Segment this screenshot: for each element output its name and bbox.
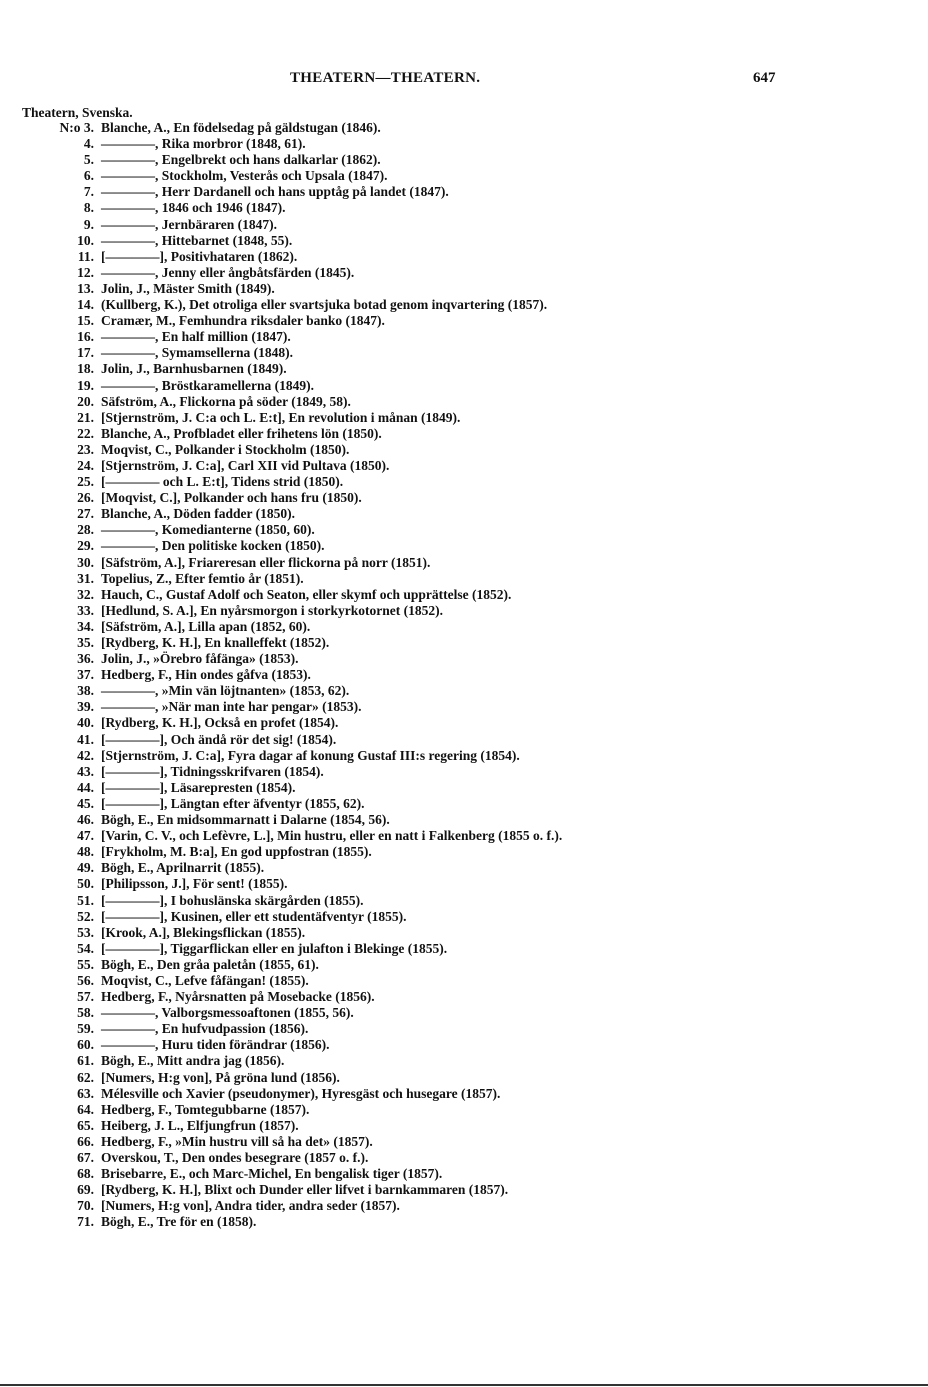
entry-number: 71. xyxy=(77,1214,94,1230)
list-item xyxy=(0,1214,928,1230)
entry-text: Moqvist, C., Lefve fåfängan! (1855). xyxy=(101,972,309,988)
entry-number: 9. xyxy=(83,216,94,232)
list-item xyxy=(0,394,928,410)
list-item xyxy=(0,667,928,683)
entry-text: ————, Engelbrekt och hans dalkarlar (1862). xyxy=(101,152,381,168)
entry-text: [Rydberg, K. H.], En knalleffekt (1852). xyxy=(101,635,330,650)
entry-text: ————, Rika morbror (1848, 61). xyxy=(101,136,306,152)
entry-number: 66. xyxy=(77,1133,94,1149)
entry-text: Bögh, E., En midsommarnatt i Dalarne (1854, 56). xyxy=(101,812,390,828)
entry-text: Blanche, A., En födelsedag på gäldstugan (1846). xyxy=(101,120,381,135)
list-item xyxy=(0,168,928,184)
list-item xyxy=(0,973,928,989)
entry-number: 16. xyxy=(77,329,94,345)
entry-text: [————], I bohuslänska skärgården (1855). xyxy=(101,892,364,908)
entry-text: [Frykholm, M. B:a], En god uppfostran (1855). xyxy=(101,844,372,860)
list-item xyxy=(0,796,928,812)
entry-text: [Numers, H:g von], Andra tider, andra seder (1857). xyxy=(101,1198,400,1214)
entry-text: [Moqvist, C.], Polkander och hans fru (1850). xyxy=(101,490,362,506)
list-item xyxy=(0,1053,928,1069)
list-item xyxy=(0,281,928,297)
entry-number: 46. xyxy=(77,812,94,828)
entry-text: [Numers, H:g von], På gröna lund (1856). xyxy=(101,1069,340,1085)
entry-text: Bögh, E., Tre för en (1858). xyxy=(101,1214,257,1230)
list-item xyxy=(0,651,928,667)
list-item xyxy=(0,876,928,892)
entry-text: [Rydberg, K. H.], Också en profet (1854). xyxy=(101,715,339,731)
list-item xyxy=(0,136,928,152)
entry-text: Jolin, J., Barnhusbarnen (1849). xyxy=(101,361,287,377)
entry-text: [Stjernström, J. C:a och L. E:t], En revolution i månan (1849). xyxy=(101,409,461,425)
entry-number: 26. xyxy=(77,490,94,506)
list-item xyxy=(0,345,928,361)
entry-number: 4. xyxy=(83,136,94,152)
entry-text: [Varin, C. V., och Lefèvre, L.], Min hustru, eller en natt i Falkenberg (1855 o. f.). xyxy=(101,828,563,844)
entry-text: ————, Valborgsmessoaftonen (1855, 56). xyxy=(101,1005,354,1021)
list-item xyxy=(0,217,928,233)
entry-text: [Säfström, A.], Lilla apan (1852, 60). xyxy=(101,618,311,634)
list-item xyxy=(0,1134,928,1150)
entry-text: Bögh, E., Mitt andra jag (1856). xyxy=(101,1053,285,1069)
list-item xyxy=(0,715,928,731)
entry-number: 61. xyxy=(77,1053,94,1069)
entry-number: 41. xyxy=(77,731,94,747)
entry-number: 32. xyxy=(77,586,94,602)
entry-number: 35. xyxy=(77,635,94,650)
entry-number: 62. xyxy=(77,1069,94,1085)
list-item xyxy=(0,233,928,249)
list-item xyxy=(0,458,928,474)
entry-number: 15. xyxy=(77,313,94,329)
entry-text: Bögh, E., Den gråa paletån (1855, 61). xyxy=(101,956,319,972)
list-item xyxy=(0,1070,928,1086)
entry-number: 67. xyxy=(77,1150,94,1165)
entry-text: [————], Längtan efter äfventyr (1855, 62). xyxy=(101,795,365,811)
entry-number: 70. xyxy=(77,1198,94,1214)
list-item xyxy=(0,909,928,925)
entry-number: 11. xyxy=(77,248,94,264)
entry-text: Mélesville och Xavier (pseudonymer), Hyresgäst och husegare (1857). xyxy=(101,1085,501,1101)
list-item xyxy=(0,378,928,394)
entry-number: 37. xyxy=(77,667,94,683)
list-item xyxy=(0,780,928,796)
entry-number: 25. xyxy=(77,474,94,490)
list-item xyxy=(0,265,928,281)
list-item xyxy=(0,587,928,603)
entry-text: [———— och L. E:t], Tidens strid (1850). xyxy=(101,474,344,490)
list-item xyxy=(0,844,928,860)
running-head xyxy=(0,70,928,94)
entry-text: Topelius, Z., Efter femtio år (1851). xyxy=(101,570,304,586)
entry-number: 68. xyxy=(77,1166,94,1182)
entry-number: 14. xyxy=(77,297,94,313)
entry-number: 56. xyxy=(77,972,94,988)
entry-text: Hedberg, F., »Min hustru vill så ha det» (1857). xyxy=(101,1133,373,1149)
entry-text: Overskou, T., Den ondes besegrare (1857 o. f.). xyxy=(101,1150,369,1165)
entry-number: 57. xyxy=(77,989,94,1005)
entry-list xyxy=(0,120,928,1230)
entry-number: 55. xyxy=(77,956,94,972)
list-item xyxy=(0,313,928,329)
entry-text: ————, Huru tiden förändrar (1856). xyxy=(101,1037,330,1053)
entry-text: Hedberg, F., Nyårsnatten på Mosebacke (1856). xyxy=(101,989,375,1005)
entry-text: Hauch, C., Gustaf Adolf och Seaton, eller skymf och upprättelse (1852). xyxy=(101,586,512,602)
entry-number: N:o 3. xyxy=(59,120,94,135)
entry-number: 64. xyxy=(77,1101,94,1117)
list-item xyxy=(0,619,928,635)
entry-text: ————, Bröstkaramellerna (1849). xyxy=(101,377,314,393)
entry-text: [————], Läsarepresten (1854). xyxy=(101,779,296,795)
list-item xyxy=(0,152,928,168)
entry-number: 47. xyxy=(77,828,94,844)
entry-text: [Rydberg, K. H.], Blixt och Dunder eller lifvet i barnkammaren (1857). xyxy=(101,1182,509,1198)
list-item xyxy=(0,1037,928,1053)
entry-number: 22. xyxy=(77,425,94,441)
entry-number: 42. xyxy=(77,747,94,763)
list-item xyxy=(0,1118,928,1134)
entry-number: 6. xyxy=(83,168,94,184)
entry-text: Moqvist, C., Polkander i Stockholm (1850). xyxy=(101,441,350,457)
entry-number: 20. xyxy=(77,393,94,409)
list-item xyxy=(0,200,928,216)
entry-number: 18. xyxy=(77,361,94,377)
entry-text: ————, Jenny eller ångbåtsfärden (1845). xyxy=(101,264,355,280)
entry-number: 7. xyxy=(83,184,94,200)
entry-number: 31. xyxy=(77,570,94,586)
list-item xyxy=(0,989,928,1005)
entry-text: [Stjernström, J. C:a], Carl XII vid Pultava (1850). xyxy=(101,457,390,473)
entry-number: 48. xyxy=(77,844,94,860)
list-item xyxy=(0,683,928,699)
entry-number: 5. xyxy=(83,152,94,168)
entry-number: 60. xyxy=(77,1037,94,1053)
entry-text: Jolin, J., »Örebro fåfänga» (1853). xyxy=(101,651,299,667)
list-item xyxy=(0,1021,928,1037)
entry-text: ————, Herr Dardanell och hans upptåg på landet (1847). xyxy=(101,184,449,200)
entry-text: (Kullberg, K.), Det otroliga eller svartsjuka botad genom inqvartering (1857). xyxy=(101,297,548,313)
list-item xyxy=(0,1005,928,1021)
entry-text: [————], Tidningsskrifvaren (1854). xyxy=(101,763,324,779)
list-item xyxy=(0,555,928,571)
entry-number: 38. xyxy=(77,683,94,699)
entry-number: 39. xyxy=(77,699,94,715)
list-item xyxy=(0,442,928,458)
list-item xyxy=(0,474,928,490)
entry-text: ————, »Min vän löjtnanten» (1853, 62). xyxy=(101,683,350,699)
entry-text: [————], Tiggarflickan eller en julafton i Blekinge (1855). xyxy=(101,940,448,956)
entry-number: 51. xyxy=(77,892,94,908)
entry-text: ————, Jernbäraren (1847). xyxy=(101,216,277,232)
entry-number: 33. xyxy=(77,602,94,618)
entry-number: 12. xyxy=(77,264,94,280)
list-item xyxy=(0,1182,928,1198)
entry-text: ————, Stockholm, Vesterås och Upsala (1847). xyxy=(101,168,388,184)
entry-text: ————, »När man inte har pengar» (1853). xyxy=(101,699,362,715)
entry-text: ————, En hufvudpassion (1856). xyxy=(101,1021,309,1037)
list-item xyxy=(0,522,928,538)
entry-number: 13. xyxy=(77,280,94,296)
entry-number: 44. xyxy=(77,779,94,795)
list-item xyxy=(0,410,928,426)
entry-number: 49. xyxy=(77,860,94,876)
list-item xyxy=(0,426,928,442)
list-item xyxy=(0,941,928,957)
list-item xyxy=(0,329,928,345)
entry-number: 53. xyxy=(77,924,94,940)
entry-text: Blanche, A., Profbladet eller frihetens lön (1850). xyxy=(101,425,382,441)
entry-number: 40. xyxy=(77,715,94,731)
entry-number: 29. xyxy=(77,538,94,554)
list-item xyxy=(0,748,928,764)
entry-text: ————, Komedianterne (1850, 60). xyxy=(101,522,315,538)
entry-number: 59. xyxy=(77,1021,94,1037)
entry-text: [————], Och ändå rör det sig! (1854). xyxy=(101,731,337,747)
entry-number: 23. xyxy=(77,441,94,457)
list-item xyxy=(0,1086,928,1102)
bottom-rule xyxy=(0,1384,928,1386)
entry-number: 63. xyxy=(77,1085,94,1101)
entry-number: 30. xyxy=(77,554,94,570)
list-item xyxy=(0,571,928,587)
entry-text: Heiberg, J. L., Elfjungfrun (1857). xyxy=(101,1117,299,1133)
list-item xyxy=(0,361,928,377)
page-number: 647 xyxy=(753,70,776,86)
entry-number: 52. xyxy=(77,908,94,924)
list-item xyxy=(0,1150,928,1166)
list-item xyxy=(0,1166,928,1182)
list-item xyxy=(0,812,928,828)
entry-text: [Säfström, A.], Friareresan eller flickorna på norr (1851). xyxy=(101,554,431,570)
entry-number: 65. xyxy=(77,1117,94,1133)
entry-text: Bögh, E., Aprilnarrit (1855). xyxy=(101,860,265,876)
list-item xyxy=(0,699,928,715)
list-item xyxy=(0,120,928,136)
entry-text: [Stjernström, J. C:a], Fyra dagar af konung Gustaf III:s regering (1854). xyxy=(101,747,520,763)
list-item xyxy=(0,1198,928,1214)
list-item xyxy=(0,860,928,876)
entry-number: 27. xyxy=(77,506,94,522)
entry-number: 24. xyxy=(77,457,94,473)
entry-number: 10. xyxy=(77,232,94,248)
list-item xyxy=(0,764,928,780)
list-item xyxy=(0,538,928,554)
entry-text: Cramær, M., Femhundra riksdaler banko (1847). xyxy=(101,313,385,329)
entry-number: 8. xyxy=(83,200,94,216)
entry-text: Hedberg, F., Tomtegubbarne (1857). xyxy=(101,1101,310,1117)
entry-number: 19. xyxy=(77,377,94,393)
list-item xyxy=(0,732,928,748)
list-item xyxy=(0,635,928,651)
entry-number: 58. xyxy=(77,1005,94,1021)
entry-text: ————, Hittebarnet (1848, 55). xyxy=(101,232,293,248)
entry-number: 28. xyxy=(77,522,94,538)
entry-number: 36. xyxy=(77,651,94,667)
list-item xyxy=(0,828,928,844)
list-item xyxy=(0,603,928,619)
entry-text: ————, En half million (1847). xyxy=(101,329,291,345)
entry-text: Brisebarre, E., och Marc-Michel, En bengalisk tiger (1857). xyxy=(101,1166,443,1182)
entry-text: ————, Symamsellerna (1848). xyxy=(101,345,293,361)
entry-number: 43. xyxy=(77,763,94,779)
list-item xyxy=(0,184,928,200)
entry-text: Jolin, J., Mäster Smith (1849). xyxy=(101,280,275,296)
entry-number: 21. xyxy=(77,409,94,425)
list-item xyxy=(0,297,928,313)
entry-number: 45. xyxy=(77,795,94,811)
section-heading: Theatern, Svenska. xyxy=(22,105,133,120)
entry-text: ————, 1846 och 1946 (1847). xyxy=(101,200,286,216)
entry-text: Hedberg, F., Hin ondes gåfva (1853). xyxy=(101,667,311,683)
list-item xyxy=(0,957,928,973)
entry-text: ————, Den politiske kocken (1850). xyxy=(101,538,325,554)
entry-text: [Hedlund, S. A.], En nyårsmorgon i storkyrkotornet (1852). xyxy=(101,602,444,618)
entry-number: 50. xyxy=(77,876,94,892)
entry-text: [————], Kusinen, eller ett studentäfventyr (1855). xyxy=(101,908,407,924)
entry-number: 69. xyxy=(77,1182,94,1198)
entry-text: [————], Positivhataren (1862). xyxy=(101,248,298,264)
entry-text: Säfström, A., Flickorna på söder (1849, 58). xyxy=(101,393,351,409)
entry-number: 34. xyxy=(77,618,94,634)
list-item xyxy=(0,506,928,522)
entry-text: [Philipsson, J.], För sent! (1855). xyxy=(101,876,288,892)
running-title: THEATERN—THEATERN. xyxy=(290,70,481,86)
list-item xyxy=(0,1102,928,1118)
entry-text: [Krook, A.], Blekingsflickan (1855). xyxy=(101,924,306,940)
entry-text: Blanche, A., Döden fadder (1850). xyxy=(101,506,296,522)
list-item xyxy=(0,893,928,909)
list-item xyxy=(0,925,928,941)
entry-number: 54. xyxy=(77,940,94,956)
list-item xyxy=(0,249,928,265)
list-item xyxy=(0,490,928,506)
entry-number: 17. xyxy=(77,345,94,361)
